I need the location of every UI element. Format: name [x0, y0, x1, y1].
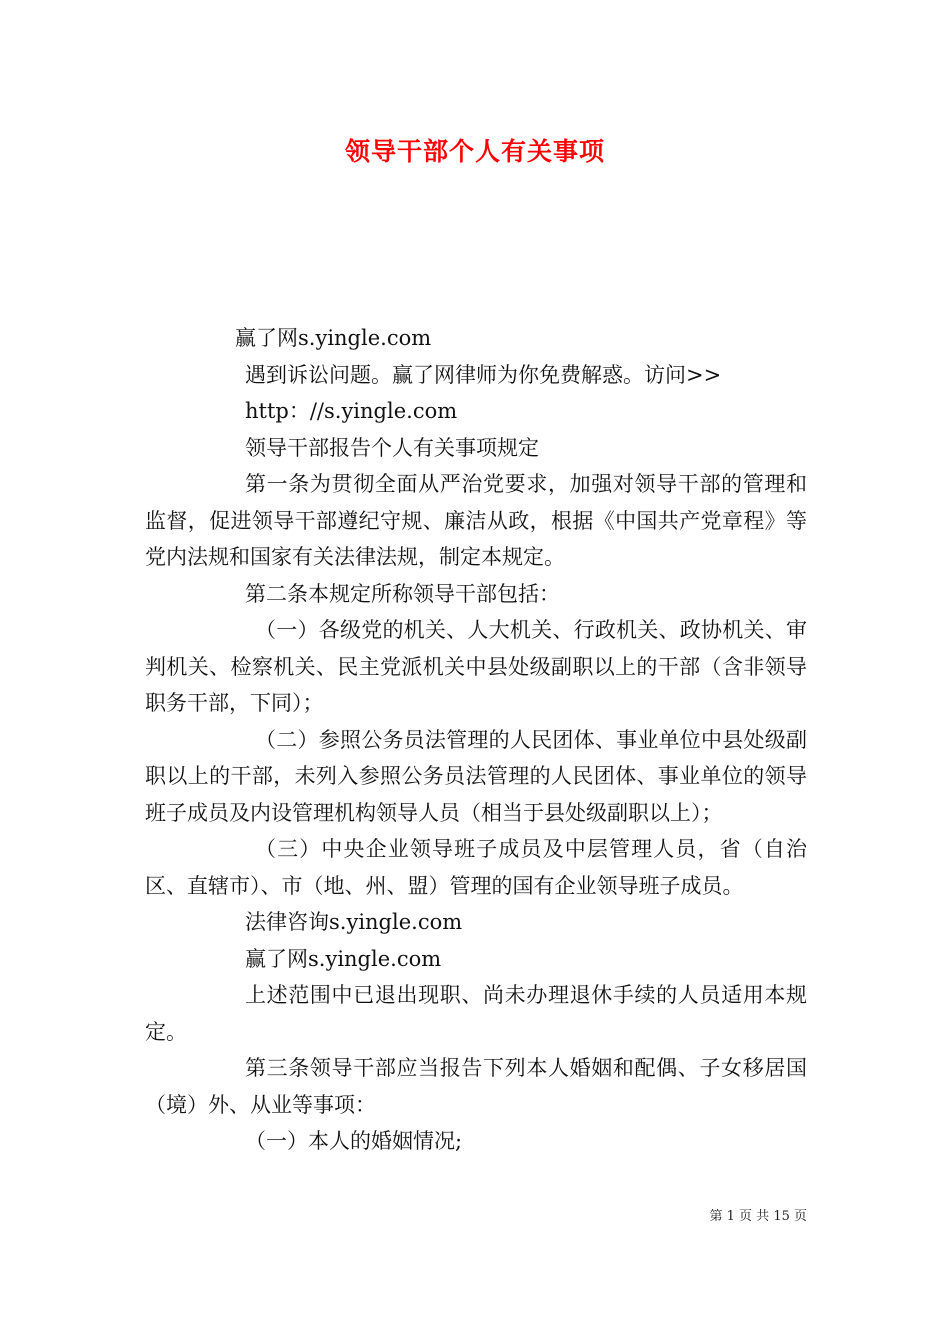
article-3-item-1: （一）本人的婚姻情况; [245, 1129, 463, 1153]
page-number: 第 1 页 共 15 页 [709, 1209, 807, 1224]
document-body [145, 320, 807, 1160]
article-2-item-2: （二）参照公务员法管理的人民团体、事业单位中县处级副职以上的干部，未列入参照公务员法管理的人民团体、事业单位的领导班子成员及内设管理机构领导人员（相当于县处级副职以上）； [145, 727, 807, 825]
document-title: 领导干部个人有关事项 [344, 137, 605, 166]
ad-line-consult: 遇到诉讼问题。赢了网律师为你免费解惑。访问>> [245, 362, 722, 387]
ad-line-url: http：//s.yingle.com [245, 399, 458, 423]
ad-line-yingle-2: 赢了网s.yingle.com [245, 946, 442, 971]
regulation-heading: 领导干部报告个人有关事项规定 [245, 435, 539, 460]
ad-line-legal: 法律咨询s.yingle.com [245, 910, 463, 934]
article-2-item-1: （一）各级党的机关、人大机关、行政机关、政协机关、审判机关、检察机关、民主党派机关中县处级副职以上的干部（含非领导职务干部，下同）； [145, 618, 807, 715]
article-2-note: 上述范围中已退出现职、尚未办理退休手续的人员适用本规定。 [145, 983, 807, 1044]
article-1: 第一条为贯彻全面从严治党要求，加强对领导干部的管理和监督，促进领导干部遵纪守规、廉洁从政，根据《中国共产党章程》等党内法规和国家有关法律法规，制定本规定。 [145, 472, 807, 569]
article-2: 第二条本规定所称领导干部包括： [245, 581, 560, 606]
ad-line-yingle: 赢了网s.yingle.com [235, 326, 432, 350]
article-3: 第三条领导干部应当报告下列本人婚姻和配偶、子女移居国（境）外、从业等事项： [145, 1056, 807, 1117]
article-2-item-3: （三）中央企业领导班子成员及中层管理人员，省（自治区、直辖市）、市（地、州、盟）管理的国有企业领导班子成员。 [145, 837, 807, 898]
